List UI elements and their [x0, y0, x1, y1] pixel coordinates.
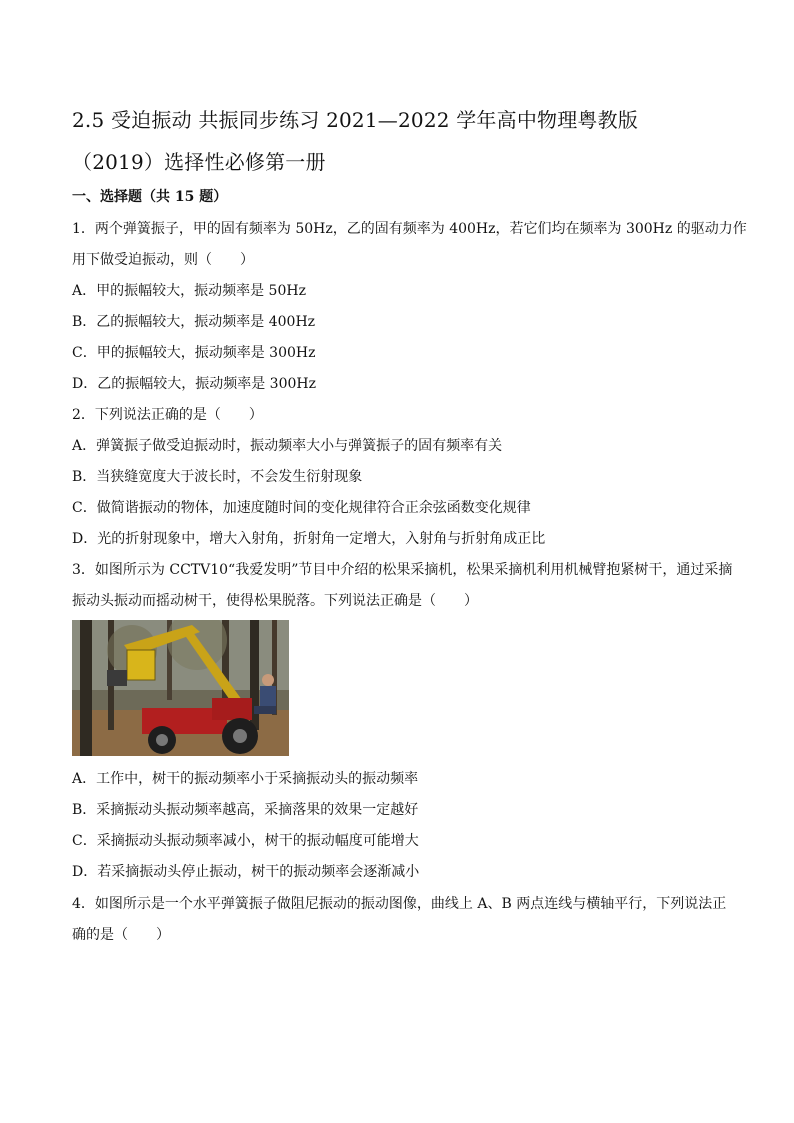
- question-4-stem-line1: 4．如图所示是一个水平弹簧振子做阻尼振动的振动图像，曲线上 A、B 两点连线与横轴平行，下列说法正: [72, 896, 727, 912]
- question-2-stem: 2．下列说法正确的是（ ）: [72, 407, 263, 423]
- document-title-line1: 2.5 受迫振动 共振同步练习 2021—2022 学年高中物理粤教版: [72, 108, 639, 132]
- question-1-option-c: C．甲的振幅较大，振动频率是 300Hz: [72, 345, 316, 361]
- question-1-option-d: D．乙的振幅较大，振动频率是 300Hz: [72, 376, 316, 392]
- question-1-stem-line1: 1．两个弹簧振子，甲的固有频率为 50Hz，乙的固有频率为 400Hz，若它们均在频率为 300Hz 的驱动力作: [72, 221, 747, 237]
- question-1-stem-line2: 用下做受迫振动，则（ ）: [72, 252, 254, 268]
- question-1-option-b: B．乙的振幅较大，振动频率是 400Hz: [72, 314, 316, 330]
- question-2-option-a: A．弹簧振子做受迫振动时，振动频率大小与弹簧振子的固有频率有关: [72, 438, 503, 454]
- question-3-stem-line2: 振动头振动而摇动树干，使得松果脱落。下列说法正确是（ ）: [72, 593, 478, 609]
- question-3-option-a: A．工作中，树干的振动频率小于采摘振动头的振动频率: [72, 771, 419, 787]
- document-title-line2: （2019）选择性必修第一册: [72, 150, 326, 174]
- question-4-stem-line2: 确的是（ ）: [72, 927, 170, 943]
- question-2-option-c: C．做简谐振动的物体，加速度随时间的变化规律符合正余弦函数变化规律: [72, 500, 531, 516]
- question-3-stem-line1: 3．如图所示为 CCTV10“我爱发明”节目中介绍的松果采摘机，松果采摘机利用机械臂抱紧树干，通过采摘: [72, 562, 733, 578]
- question-2-option-d: D．光的折射现象中，增大入射角，折射角一定增大，入射角与折射角成正比: [72, 531, 546, 547]
- question-2-option-b: B．当狭缝宽度大于波长时，不会发生衍射现象: [72, 469, 363, 485]
- question-1-option-a: A．甲的振幅较大，振动频率是 50Hz: [72, 283, 306, 299]
- question-3-option-d: D．若采摘振动头停止振动，树干的振动频率会逐渐减小: [72, 864, 420, 880]
- pine-cone-harvester-photo: [72, 620, 289, 756]
- question-3-option-c: C．采摘振动头振动频率减小，树干的振动幅度可能增大: [72, 833, 419, 849]
- section-heading: 一、选择题（共 15 题）: [72, 189, 228, 205]
- question-3-option-b: B．采摘振动头振动频率越高，采摘落果的效果一定越好: [72, 802, 419, 818]
